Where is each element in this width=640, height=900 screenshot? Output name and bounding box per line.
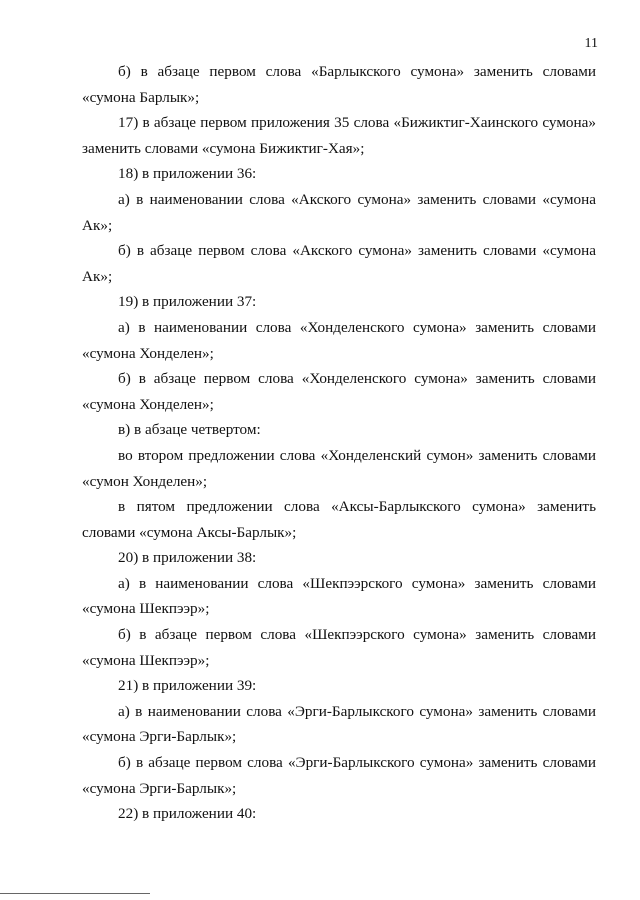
paragraph: б) в абзаце первом слова «Барлыкского сумона» заменить словами «сумона Барлык»; [82, 63, 596, 106]
paragraph: б) в абзаце первом слова «Хонделенского сумона» заменить словами «сумона Хонделен»; [82, 370, 596, 413]
paragraph: в) в абзаце четвертом: [118, 421, 261, 439]
footer-divider [0, 893, 150, 894]
paragraph: в пятом предложении слова «Аксы-Барлыкского сумона» заменить словами «сумона Аксы-Барлык»; [82, 498, 596, 541]
page-number: 11 [584, 36, 598, 51]
paragraph: б) в абзаце первом слова «Шекпээрского сумона» заменить словами «сумона Шекпээр»; [82, 626, 596, 669]
paragraph: 19) в приложении 37: [118, 293, 257, 311]
paragraph: 20) в приложении 38: [118, 549, 257, 567]
paragraph: а) в наименовании слова «Хонделенского сумона» заменить словами «сумона Хонделен»; [82, 318, 596, 362]
paragraph: 21) в приложении 39: [118, 677, 257, 695]
paragraph: а) в наименовании слова «Эрги-Барлыкского сумона» заменить словами «сумона Эрги-Барлык»; [82, 702, 596, 746]
paragraph: а) в наименовании слова «Шекпээрского сумона» заменить словами «сумона Шекпээр»; [82, 574, 596, 618]
paragraph: б) в абзаце первом слова «Акского сумона» заменить словами «сумона Ак»; [82, 242, 596, 285]
paragraph: 17) в абзаце первом приложения 35 слова «Бижиктиг-Хаинского сумона» заменить словами «сумона Бижиктиг-Хая»; [82, 114, 596, 157]
paragraph: б) в абзаце первом слова «Эрги-Барлыкского сумона» заменить словами «сумона Эрги-Барлык»; [82, 754, 596, 797]
paragraph: 18) в приложении 36: [118, 165, 257, 183]
paragraph: 22) в приложении 40: [118, 805, 257, 823]
paragraph: а) в наименовании слова «Акского сумона» заменить словами «сумона Ак»; [82, 190, 596, 234]
document-body [82, 59, 596, 827]
paragraph: во втором предложении слова «Хонделенский сумон» заменить словами «сумон Хонделен»; [82, 446, 596, 490]
